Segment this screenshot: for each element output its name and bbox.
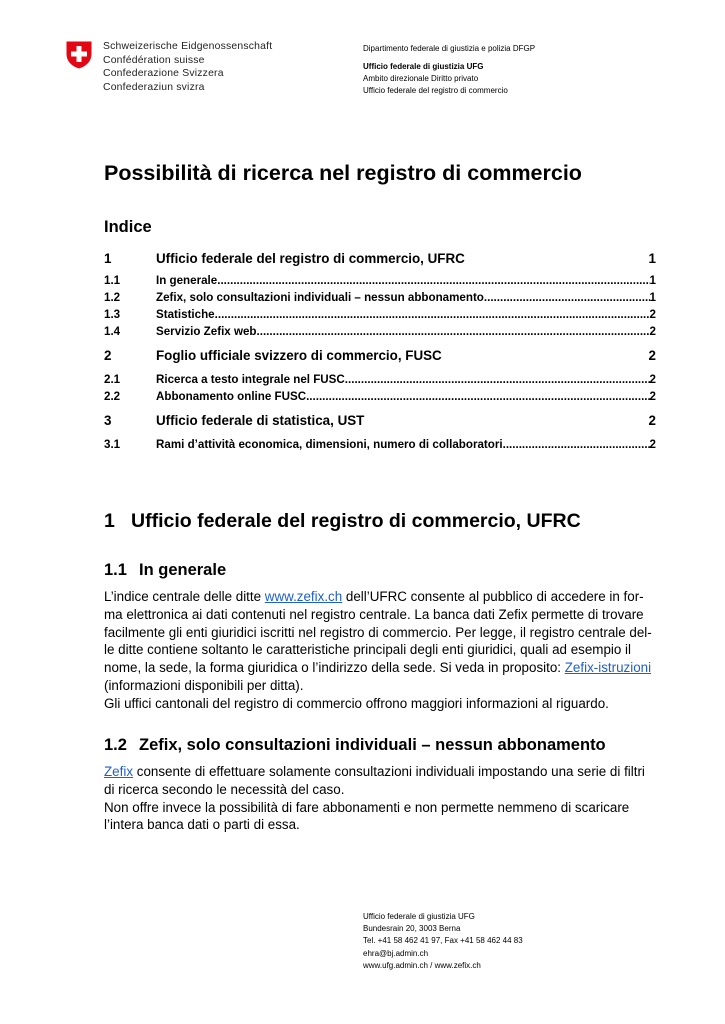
toc-entry[interactable] [104,291,656,307]
section-heading [104,510,581,533]
toc-entry[interactable] [104,413,656,429]
toc-entry-page: 2 [649,438,656,451]
office-subdivision: Ufficio federale del registro di commercio [363,86,508,95]
toc-entry[interactable] [104,308,656,324]
text-run: dell’UFRC consente al pubblico di accedere in for- [342,589,644,604]
org-name-rm: Confederaziun svizra [103,81,205,93]
zefix-link[interactable]: www.zefix.ch [264,589,343,604]
toc-entry-label: Servizio Zefix web [156,325,257,338]
org-name-fr: Confédération suisse [103,54,205,66]
subsection-number: 1.2 [104,736,127,754]
toc-entry-number: 2 [104,348,112,363]
zefix-link[interactable]: Zefix [104,764,134,779]
toc-title: Indice [104,218,152,236]
toc-entry-number: 2.1 [104,373,121,386]
toc-entry[interactable] [104,251,656,267]
text-line: ma elettronica ai dati contenuti nel registro centrale. La banca dati Zefix permette di trovare [104,606,644,622]
toc-entry[interactable] [104,348,656,364]
paragraph-in-generale [104,588,656,713]
text-run: L’indice centrale delle ditte [104,589,265,604]
toc-entry-number: 1.2 [104,291,121,304]
zefix-istruzioni-link[interactable]: Zefix-istruzioni [564,660,652,676]
toc-entry-number: 1.3 [104,308,121,321]
text-line: facilmente gli enti giuridici iscritti nel registro di commercio. Per legge, il registro centrale del- [104,624,652,640]
swiss-coat-of-arms-logo [64,40,94,70]
toc-entry-label: Ufficio federale di statistica, UST [156,413,365,428]
confederation-names [103,40,272,94]
toc-entry-number: 3 [104,413,112,428]
section-number: 1 [104,510,115,532]
toc-entry-number: 1.1 [104,274,121,287]
toc-entry-page: 2 [649,325,656,338]
toc-entry-label: In generale [156,274,218,287]
toc-entry[interactable] [104,438,656,454]
toc-entry-label: Ufficio federale del registro di commercio, UFRC [156,251,465,266]
subsection-title: Zefix, solo consultazioni individuali – nessun abbonamento [139,736,606,754]
toc-entry-label: Rami d’attività economica, dimensioni, numero di collaboratori [156,438,503,451]
toc-entry-page: 2 [649,373,656,386]
text-line: (informazioni disponibili per ditta). [104,677,304,693]
footer-line: ehra@bj.admin.ch [363,948,429,958]
document-title: Possibilità di ricerca nel registro di commercio [104,161,582,185]
text-run: consente di effettuare solamente consultazioni individuali impostando una serie di filtri [133,764,645,779]
section-title: Ufficio federale del registro di commercio, UFRC [131,510,581,532]
text-line: di ricerca secondo le necessità del caso. [104,781,345,797]
text-line: Gli uffici cantonali del registro di commercio offrono maggiori informazioni al riguardo. [104,695,609,711]
office-division: Ambito direzionale Diritto privato [363,74,479,83]
subsection-heading [104,736,606,755]
toc-entry-page: 1 [649,291,656,304]
toc-entry-label: Statistiche [156,308,215,321]
toc-entry-label: Foglio ufficiale svizzero di commercio, FUSC [156,348,442,363]
paragraph-zefix [104,763,656,834]
office-block [363,61,508,97]
footer-line: www.ufg.admin.ch / www.zefix.ch [363,960,481,970]
subsection-heading [104,561,226,580]
toc-entry-page: 2 [648,413,656,428]
toc-entry[interactable] [104,373,656,389]
toc-entry-label: Abbonamento online FUSC [156,390,307,403]
toc-entry-number: 3.1 [104,438,121,451]
department-name: Dipartimento federale di giustizia e polizia DFGP [363,44,536,53]
subsection-number: 1.1 [104,561,127,579]
toc-entry[interactable] [104,325,656,341]
org-name-it: Confederazione Svizzera [103,68,224,80]
footer-line: Ufficio federale di giustizia UFG [363,912,475,921]
org-name-de: Schweizerische Eidgenossenschaft [103,41,273,52]
toc-entry-page: 1 [649,274,656,287]
text-line: l’intera banca dati o parti di essa. [104,817,300,833]
toc-entry[interactable] [104,390,656,406]
toc-entry[interactable] [104,274,656,290]
toc-entry-label: Ricerca a testo integrale nel FUSC [156,373,345,386]
toc-entry-page: 2 [648,348,656,363]
toc-entry-label: Zefix, solo consultazioni individuali – nessun abbonamento [156,291,484,304]
office-name: Ufficio federale di giustizia UFG [363,62,484,71]
toc-entry-page: 2 [649,390,656,403]
footer-address [363,911,523,972]
footer-line: Tel. +41 58 462 41 97, Fax +41 58 462 44 83 [363,936,523,946]
subsection-title: In generale [139,561,227,579]
toc-entry-number: 1 [104,251,112,266]
toc-entry-number: 2.2 [104,390,121,403]
text-run: nome, la sede, la forma giuridica o l’indirizzo della sede. Si veda in proposito: [104,660,565,676]
footer-line: Bundesrain 20, 3003 Berna [363,924,461,934]
toc-entry-page: 2 [649,308,656,321]
toc-entry-number: 1.4 [104,325,121,338]
toc-entry-page: 1 [648,251,656,266]
text-line: Non offre invece la possibilità di fare abbonamenti e non permette nemmeno di scaricare [104,799,630,815]
text-line: le ditte contiene soltanto le caratteristiche principali degli enti giuridici, quali ad esempio il [104,642,631,658]
